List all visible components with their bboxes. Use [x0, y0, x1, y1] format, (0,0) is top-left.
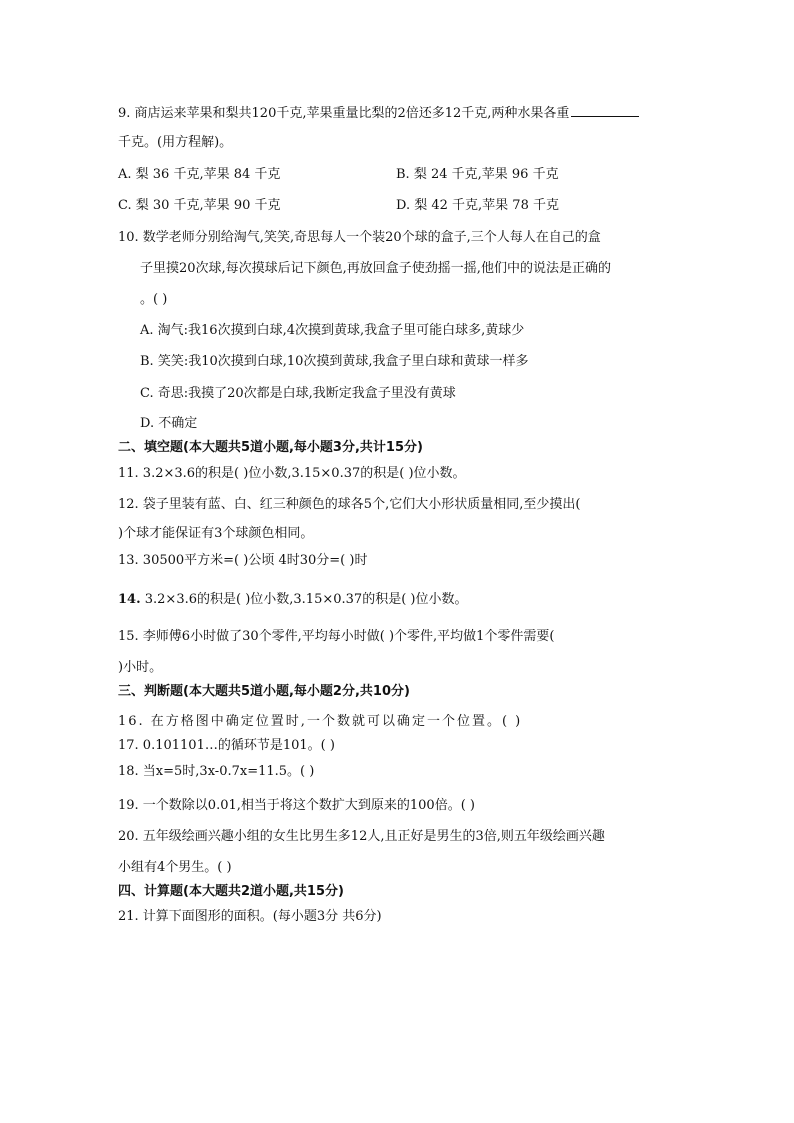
question-17: 17. 0.101101…的循环节是101。( ) — [118, 738, 335, 753]
question-12-line-1: 12. 袋子里装有蓝、白、红三种颜色的球各5个,它们大小形状质量相同,至少摸出( — [118, 497, 581, 512]
question-13: 13. 30500平方米=( )公顷 4时30分=( )时 — [118, 553, 368, 568]
question-21: 21. 计算下面图形的面积。(每小题3分 共6分) — [118, 909, 382, 924]
question-10-option-d: D. 不确定 — [140, 416, 198, 431]
section-3-heading: 三、判断题(本大题共5道小题,每小题2分,共10分) — [118, 684, 410, 699]
question-11: 11. 3.2×3.6的积是( )位小数,3.15×0.37的积是( )位小数。 — [118, 466, 466, 481]
question-10-option-b: B. 笑笑:我10次摸到白球,10次摸到黄球,我盒子里白球和黄球一样多 — [140, 354, 529, 369]
question-10-option-a: A. 淘气:我16次摸到白球,4次摸到黄球,我盒子里可能白球多,黄球少 — [140, 323, 525, 338]
question-9-option-c: C. 梨 30 千克,苹果 90 千克 — [118, 198, 281, 213]
question-15-line-1: 15. 李师傅6小时做了30个零件,平均每小时做( )个零件,平均做1个零件需要( — [118, 629, 555, 644]
section-4-heading: 四、计算题(本大题共2道小题,共15分) — [118, 884, 344, 899]
answer-blank-line — [571, 104, 639, 117]
question-15-line-2: )小时。 — [118, 660, 163, 675]
question-20-line-2: 小组有4个男生。( ) — [118, 860, 232, 875]
question-14-number: 14. — [118, 592, 141, 607]
question-14 — [118, 592, 467, 608]
question-9-line-1: 9. 商店运来苹果和梨共120千克,苹果重量比梨的2倍还多12千克,两种水果各重 — [118, 104, 639, 122]
question-10-line-1: 10. 数学老师分别给淘气,笑笑,奇思每人一个装20个球的盒子,三个人每人在自己的盒 — [118, 230, 601, 245]
question-10-option-c: C. 奇思:我摸了20次都是白球,我断定我盒子里没有黄球 — [140, 386, 456, 401]
question-20-line-1: 20. 五年级绘画兴趣小组的女生比男生多12人,且正好是男生的3倍,则五年级绘画兴趣 — [118, 829, 605, 844]
question-10-line-3: 。( ) — [140, 292, 168, 307]
question-10-line-2: 子里摸20次球,每次摸球后记下颜色,再放回盒子使劲摇一摇,他们中的说法是正确的 — [140, 261, 611, 276]
question-19: 19. 一个数除以0.01,相当于将这个数扩大到原来的100倍。( ) — [118, 798, 475, 813]
question-16: 16. 在方格图中确定位置时,一个数就可以确定一个位置。( ) — [118, 714, 523, 729]
section-2-heading: 二、填空题(本大题共5道小题,每小题3分,共计15分) — [118, 440, 423, 455]
question-12-line-2: )个球才能保证有3个球颜色相同。 — [118, 526, 314, 541]
question-9-line-2: 千克。(用方程解)。 — [118, 135, 233, 150]
question-9-option-a: A. 梨 36 千克,苹果 84 千克 — [118, 167, 281, 182]
question-14-text: 3.2×3.6的积是( )位小数,3.15×0.37的积是( )位小数。 — [140, 592, 468, 607]
question-18: 18. 当x=5时,3x-0.7x=11.5。( ) — [118, 764, 315, 779]
question-9-option-b: B. 梨 24 千克,苹果 96 千克 — [396, 167, 559, 182]
question-9-option-d: D. 梨 42 千克,苹果 78 千克 — [396, 198, 559, 213]
